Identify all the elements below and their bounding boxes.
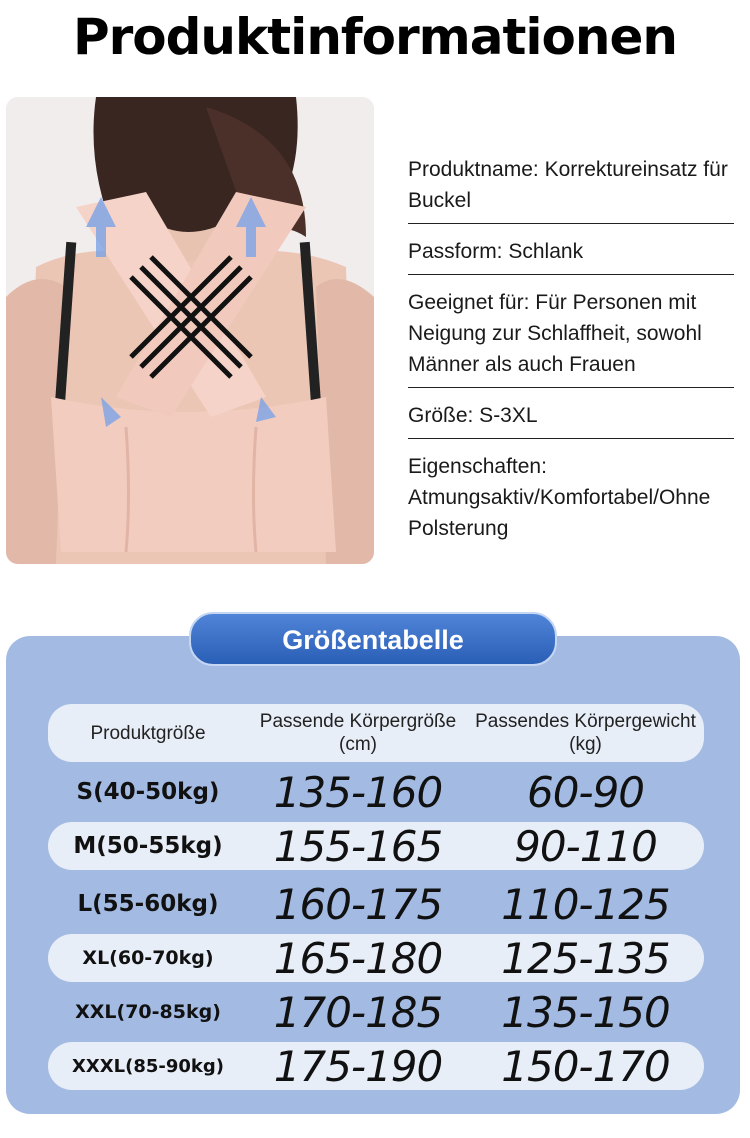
height-cell: 170-185 (273, 987, 443, 1037)
info-product-name: Produktname: Korrektureinsatz für Buckel (408, 150, 734, 224)
info-fit: Passform: Schlank (408, 232, 734, 275)
table-row (48, 934, 704, 982)
product-photo (6, 97, 374, 564)
table-header-row (48, 704, 704, 762)
height-cell: 175-190 (273, 1041, 443, 1091)
header-product-size: Produktgröße (90, 722, 206, 744)
size-cell: XL(60-70kg) (82, 947, 214, 969)
height-cell: 135-160 (273, 767, 443, 817)
header-body-weight: Passendes Körpergewicht (kg) (475, 711, 696, 755)
weight-cell: 90-110 (514, 821, 657, 871)
height-cell: 155-165 (273, 821, 443, 871)
size-cell: XXL(70-85kg) (75, 1001, 221, 1023)
info-suitable-for: Geeignet für: Für Personen mit Neigung zur Schlaffheit, sowohl Männer als auch Frauen (408, 283, 734, 388)
size-cell: M(50-55kg) (73, 833, 223, 859)
weight-cell: 110-125 (501, 879, 670, 929)
height-cell: 160-175 (273, 879, 443, 929)
height-cell: 165-180 (273, 933, 443, 983)
weight-cell: 125-135 (501, 933, 670, 983)
size-cell: XXXL(85-90kg) (72, 1055, 224, 1077)
size-table-title: Größentabelle (189, 612, 557, 666)
weight-cell: 60-90 (526, 767, 645, 817)
weight-cell: 135-150 (501, 987, 670, 1037)
table-row (48, 822, 704, 870)
table-row (48, 988, 704, 1036)
table-row (48, 880, 704, 928)
size-cell: L(55-60kg) (77, 891, 219, 917)
weight-cell: 150-170 (501, 1041, 670, 1091)
info-properties: Eigenschaften: Atmungsaktiv/Komfortabel/Ohne Polsterung (408, 455, 711, 540)
info-size: Größe: S-3XL (408, 396, 734, 439)
page-title: Produktinformationen (72, 8, 678, 66)
product-info-list (408, 150, 734, 559)
table-row (48, 1042, 704, 1090)
table-row (48, 768, 704, 816)
size-cell: S(40-50kg) (76, 779, 220, 805)
header-body-height: Passende Körpergröße (cm) (259, 711, 457, 755)
